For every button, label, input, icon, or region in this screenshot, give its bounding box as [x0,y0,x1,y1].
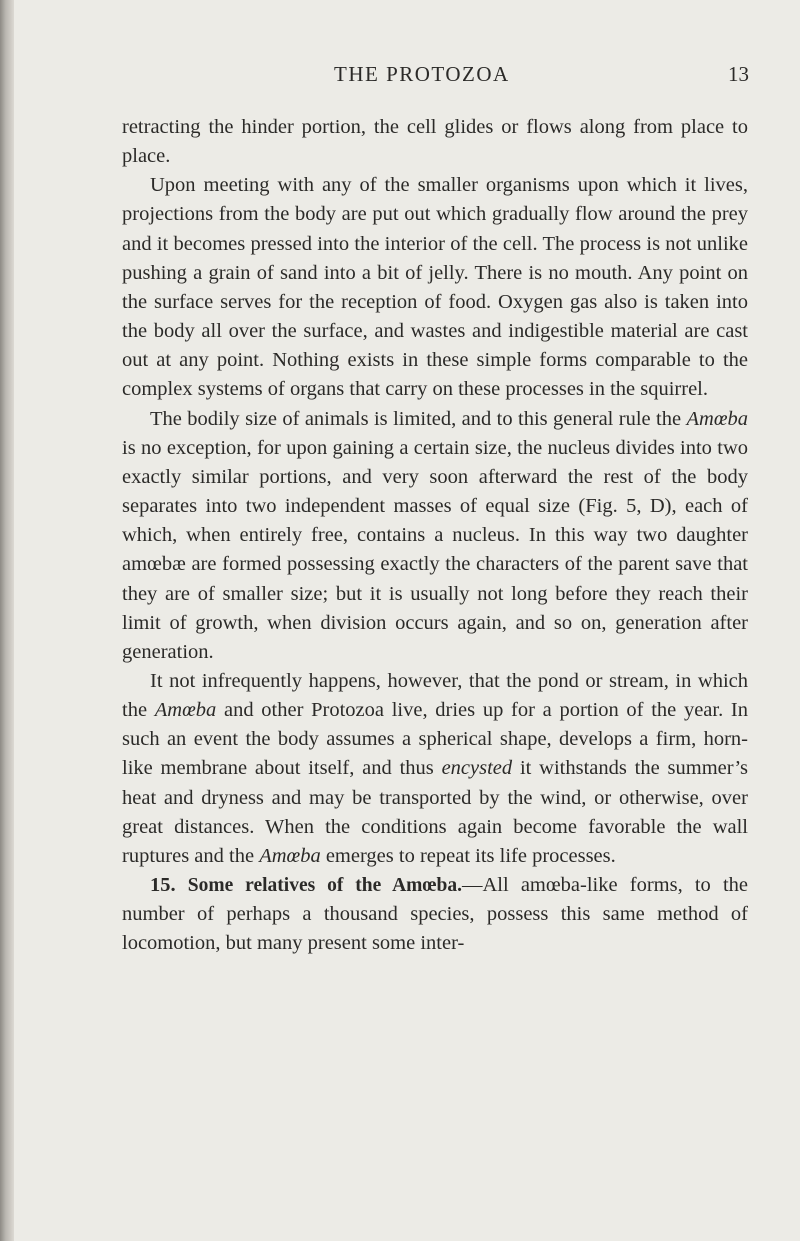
italic-term: Amœba [259,844,321,867]
text-run: is no exception, for upon gaining a certain size, the nucleus divides into two exactly similar portions, and very soon afterward the rest of the body separates into two independent masses of equal size (Fig. 5, D), each of which, when entirely free, contains a nucleus. In this way two daughter amœbæ are formed possessing exactly the characters of the parent save that they are of smaller size; but it is usually not long before they reach their limit of growth, when division occurs again, and so on, generation after generation. [122,436,748,663]
book-spine-shadow [0,0,14,1241]
page-number: 13 [728,62,749,86]
section-number: 15. [150,874,188,897]
section-heading: Some relatives of the Amœba. [187,875,462,897]
text-run: It not infrequently happens, however, that the pond or stream, in which the [122,669,748,722]
paragraph-1 [122,113,748,171]
running-head [14,62,800,92]
paragraph-4 [122,667,748,871]
body-text [122,113,748,959]
running-head-title: THE PROTOZOA [334,62,510,86]
text-run: The bodily size of animals is limited, and to this general rule the [150,407,687,430]
text-run: emerges to repeat its life processes. [320,844,616,867]
text-run: —All amœba-like forms, to the number of perhaps a thousand species, possess this same method of locomotion, but many present some inter- [122,874,748,955]
text-run: Upon meeting with any of the smaller organisms upon which it lives, projections from the body are put out which gradually flow around the prey and it becomes pressed into the interior of the cell. The process is not unlike pushing a grain of sand into a bit of jelly. There is no mouth. Any point on the surface serves for the reception of food. Oxygen gas also is taken into the body all over the surface, and wastes and indigestible material are cast out at any point. Nothing exists in these simple forms comparable to the complex systems of organs that carry on these processes in the squirrel. [122,174,748,401]
text-run: it withstands the summer’s heat and dryness and may be transported by the wind, or otherwise, over great distances. When the conditions again become favorable the wall ruptures and the [122,757,748,867]
italic-term: encysted [441,757,513,780]
book-page [14,0,800,1241]
text-run: retracting the hinder portion, the cell glides or flows along from place to place. [122,116,748,168]
paragraph-5 [122,871,748,958]
italic-term: Amœba [686,407,748,430]
italic-term: Amœba [154,699,217,722]
text-run: and other Protozoa live, dries up for a portion of the year. In such an event the body assumes a spherical shape, develops a firm, horn-like membrane about itself, and thus [122,699,748,780]
paragraph-3 [122,405,748,667]
paragraph-2 [122,171,748,404]
